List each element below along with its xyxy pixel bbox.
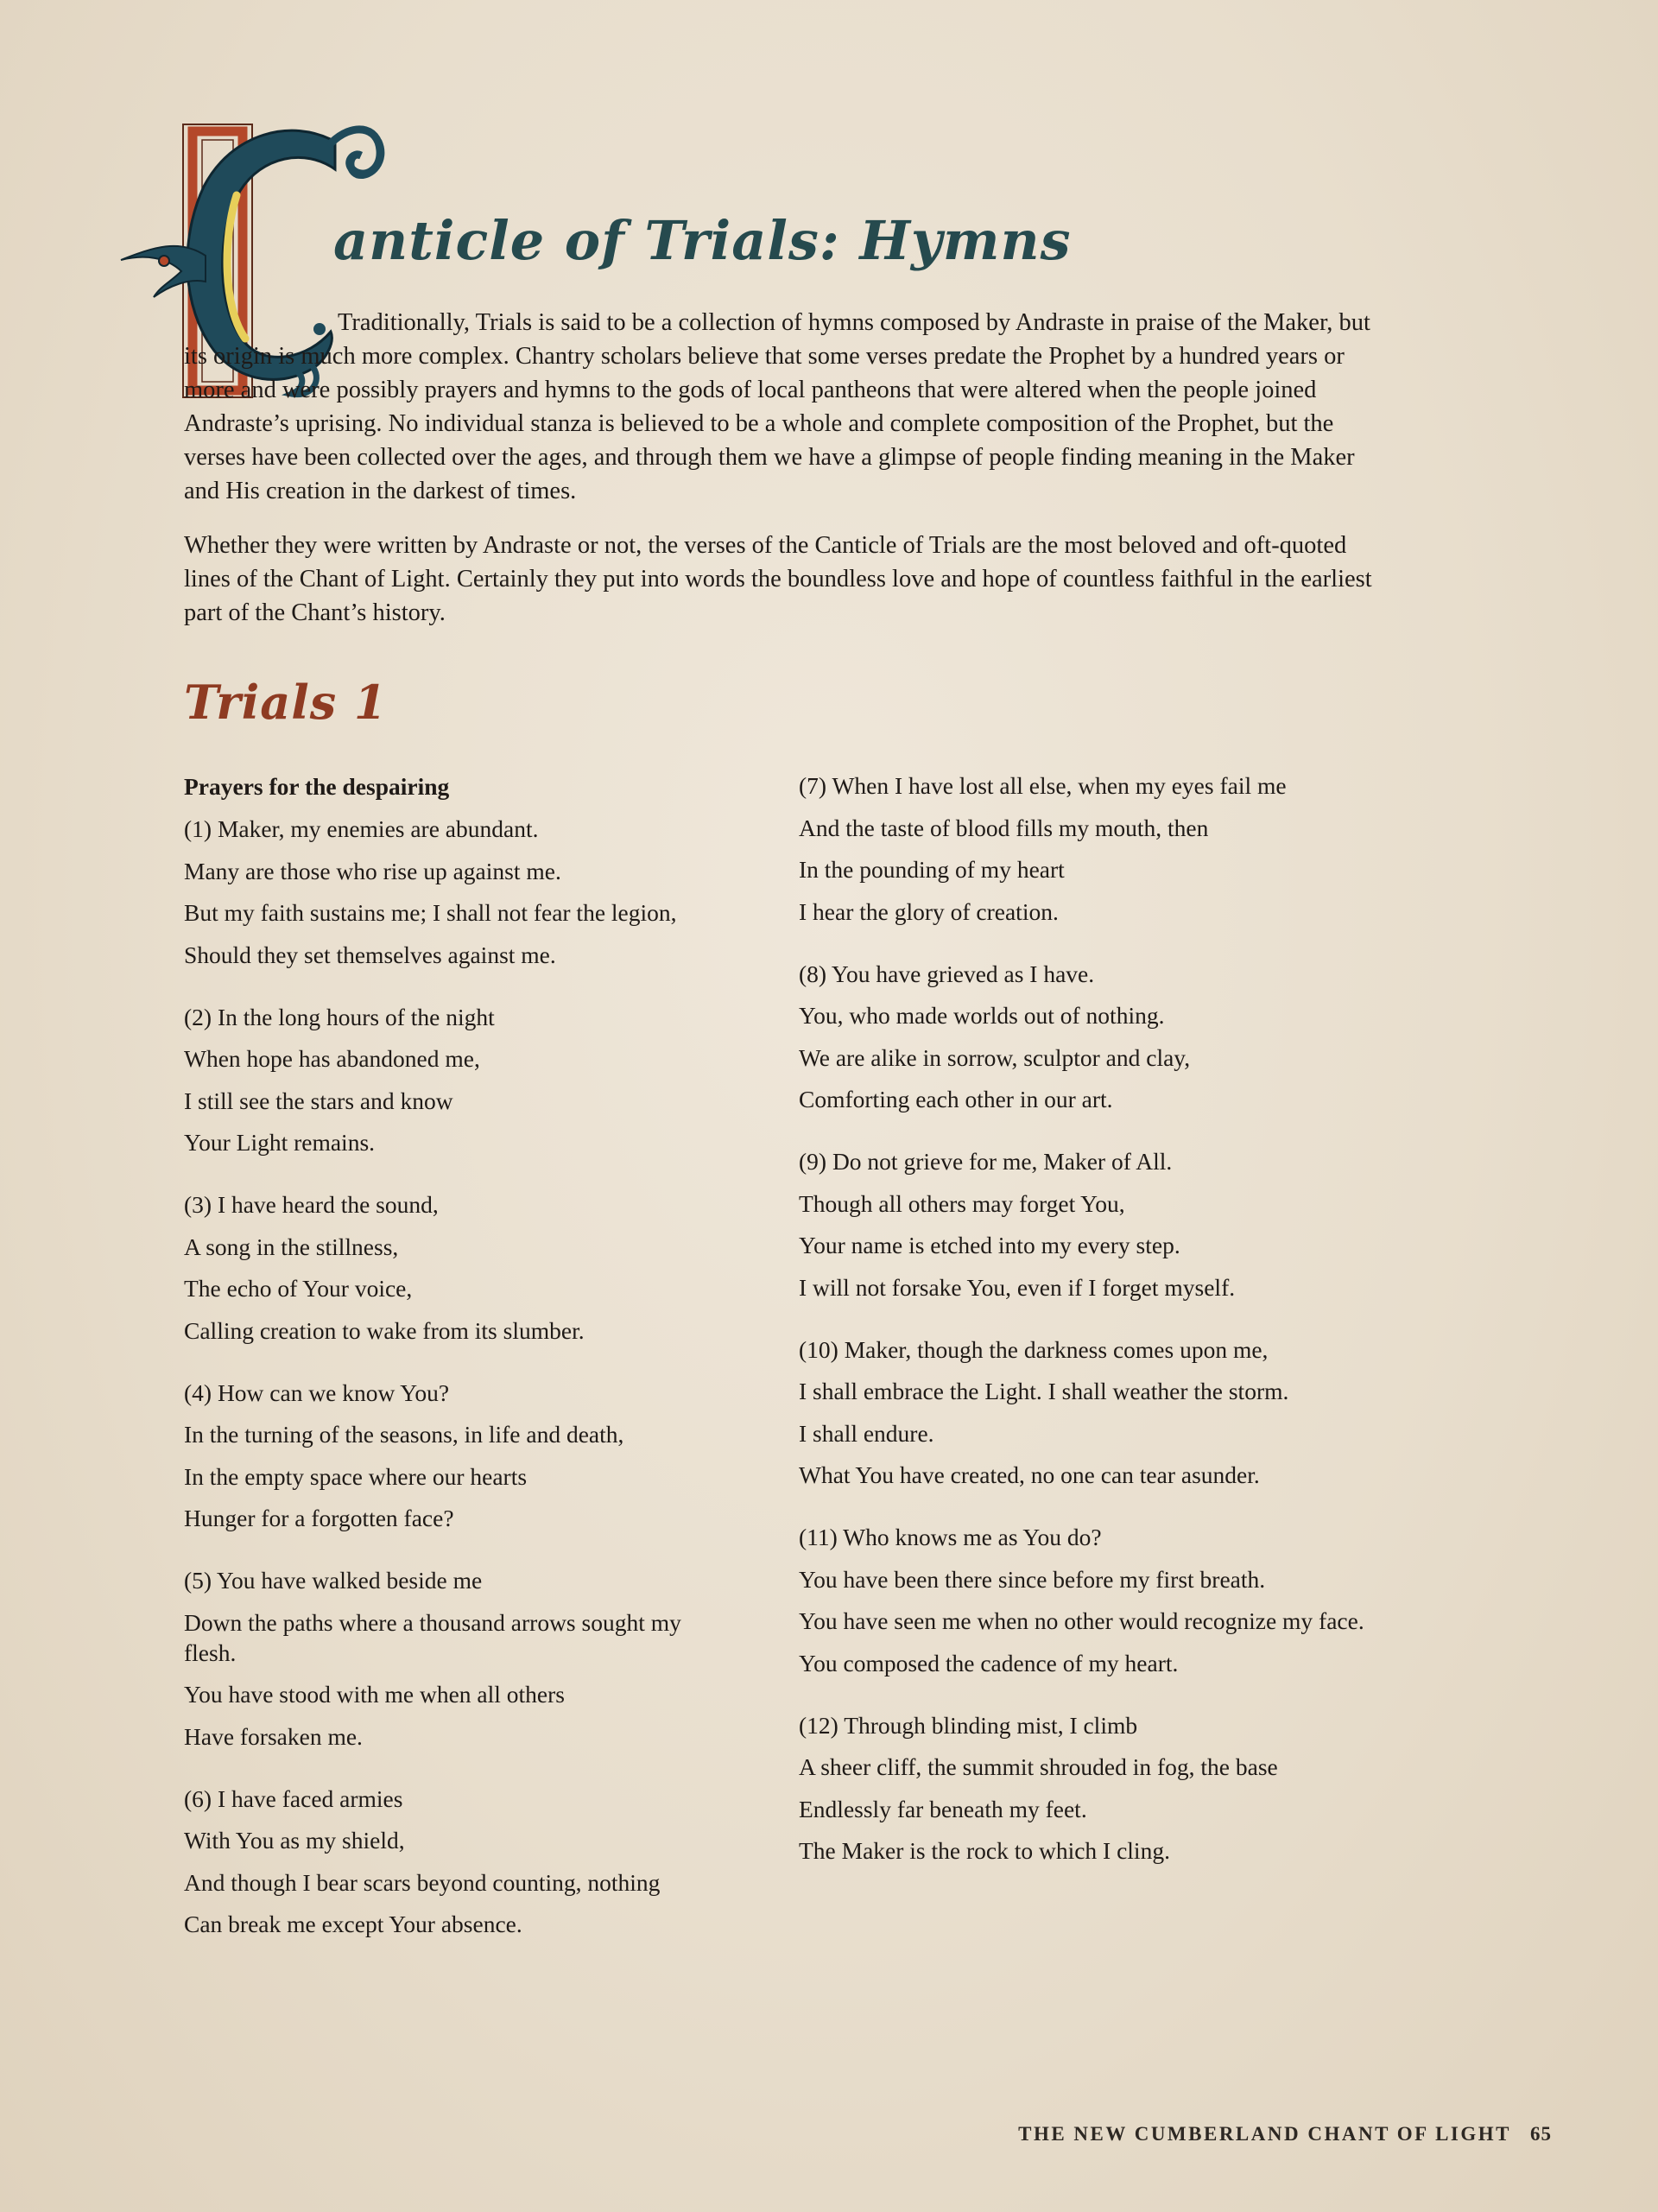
dropcap-flourish-top (331, 130, 381, 175)
stanza-line: Calling creation to wake from its slumber. (184, 1316, 585, 1344)
stanza-line: (4) How can we know You? (184, 1379, 450, 1406)
stanza-line: (1) Maker, my enemies are abundant. (184, 815, 539, 842)
stanza-6 (184, 1784, 737, 1940)
intro-paragraph-1: Traditionally, Trials is said to be a collection of hymns composed by Andraste in praise of the Maker, but its origin is much more complex. Chantry scholars believe that some verses predate the Prophet by a hundred years or more and were possibly prayers and hymns to the gods of local pantheons that were altered when the people joined Andraste’s uprising. No individual stanza is believed to be a whole and complete composition of the Prophet, but the verses have been collected over the ages, and through them we have a glimpse of people finding meaning in the Maker and His creation in the darkest of times. (184, 309, 1370, 504)
stanza-line: Though all others may forget You, (799, 1189, 1125, 1217)
stanza-line: You have seen me when no other would recognize my face. (799, 1607, 1364, 1634)
stanza-7 (799, 770, 1421, 927)
stanza-line: (9) Do not grieve for me, Maker of All. (799, 1148, 1173, 1175)
stanza-11 (799, 1522, 1421, 1678)
hymn-column-left (184, 770, 737, 1971)
stanza-line: But my faith sustains me; I shall not fear the legion, (184, 899, 677, 926)
stanza-line: You have been there since before my first breath. (799, 1565, 1266, 1593)
stanza-line: The echo of Your voice, (184, 1275, 413, 1302)
stanza-line: A song in the stillness, (184, 1233, 399, 1260)
intro-paragraph-2: Whether they were written by Andraste or not, the verses of the Canticle of Trials are the most beloved and oft-quoted lines of the Chant of Light. Certainly they put into words the boundless love and hope of countless faithful in the earliest part of the Chant’s history. (184, 532, 1372, 626)
stanza-line: Endlessly far beneath my feet. (799, 1795, 1087, 1822)
hymn-column-right (799, 770, 1421, 1898)
stanza-line: In the pounding of my heart (799, 856, 1065, 883)
stanza-line: Hunger for a forgotten face? (184, 1505, 454, 1531)
stanza-10 (799, 1334, 1421, 1491)
stanza-line: A sheer cliff, the summit shrouded in fog, the base (799, 1753, 1278, 1780)
stanza-line: Can break me except Your absence. (184, 1911, 522, 1937)
page-number: 65 (1530, 2123, 1552, 2145)
stanza-line: You, who made worlds out of nothing. (799, 1002, 1165, 1029)
stanza-line: In the turning of the seasons, in life and death, (184, 1421, 624, 1448)
stanza-line: The Maker is the rock to which I cling. (799, 1837, 1170, 1864)
stanza-line: When hope has abandoned me, (184, 1045, 480, 1072)
page-title: anticle of Trials: Hymns (333, 209, 1072, 272)
stanza-line: Down the paths where a thousand arrows sought my flesh. (184, 1608, 681, 1666)
stanza-line: (7) When I have lost all else, when my eyes fail me (799, 772, 1287, 799)
stanza-line: We are alike in sorrow, sculptor and clay, (799, 1043, 1191, 1071)
intro-text (184, 306, 1386, 630)
stanza-line: (2) In the long hours of the night (184, 1003, 495, 1030)
stanza-line: You have stood with me when all others (184, 1681, 565, 1708)
stanza-8 (799, 959, 1421, 1115)
stanza-line: Have forsaken me. (184, 1722, 363, 1750)
stanza-line: I shall embrace the Light. I shall weather the storm. (799, 1378, 1289, 1404)
stanza-line: Should they set themselves against me. (184, 941, 556, 968)
stanza-line: (8) You have grieved as I have. (799, 960, 1095, 987)
page-footer (1018, 2123, 1552, 2145)
stanza-line: (10) Maker, though the darkness comes upon me, (799, 1335, 1269, 1363)
stanza-line: Your name is etched into my every step. (799, 1232, 1180, 1258)
stanza-line: And though I bear scars beyond counting, nothing (184, 1868, 661, 1896)
stanza-line: With You as my shield, (184, 1827, 405, 1854)
footer-book-title: THE NEW CUMBERLAND CHANT OF LIGHT (1018, 2123, 1511, 2145)
stanza-line: You composed the cadence of my heart. (799, 1649, 1179, 1676)
stanza-2 (184, 1002, 737, 1158)
stanza-line: What You have created, no one can tear asunder. (799, 1461, 1260, 1488)
stanza-12 (799, 1710, 1421, 1867)
stanza-line: I still see the stars and know (184, 1087, 453, 1114)
stanza-line: I will not forsake You, even if I forget myself. (799, 1273, 1236, 1301)
subheading: Prayers for the despairing (184, 773, 450, 800)
stanza-line: (5) You have walked beside me (184, 1567, 483, 1594)
stanza-5 (184, 1565, 737, 1752)
stanza-line: Your Light remains. (184, 1129, 376, 1156)
stanza-line: (12) Through blinding mist, I climb (799, 1711, 1138, 1739)
stanza-9 (799, 1146, 1421, 1302)
stanza-4 (184, 1378, 737, 1534)
stanza-line: I hear the glory of creation. (799, 897, 1059, 925)
stanza-line: (6) I have faced armies (184, 1784, 403, 1812)
stanza-line: (3) I have heard the sound, (184, 1191, 439, 1218)
section-heading: Trials 1 (184, 675, 388, 730)
stanza-line: Comforting each other in our art. (799, 1086, 1113, 1112)
stanza-line: (11) Who knows me as You do? (799, 1524, 1102, 1550)
stanza-line: Many are those who rise up against me. (184, 857, 561, 884)
stanza-1 (184, 814, 737, 970)
stanza-line: I shall endure. (799, 1419, 934, 1447)
stanza-line: And the taste of blood fills my mouth, then (799, 814, 1209, 841)
stanza-3 (184, 1189, 737, 1346)
stanza-line: In the empty space where our hearts (184, 1462, 528, 1490)
